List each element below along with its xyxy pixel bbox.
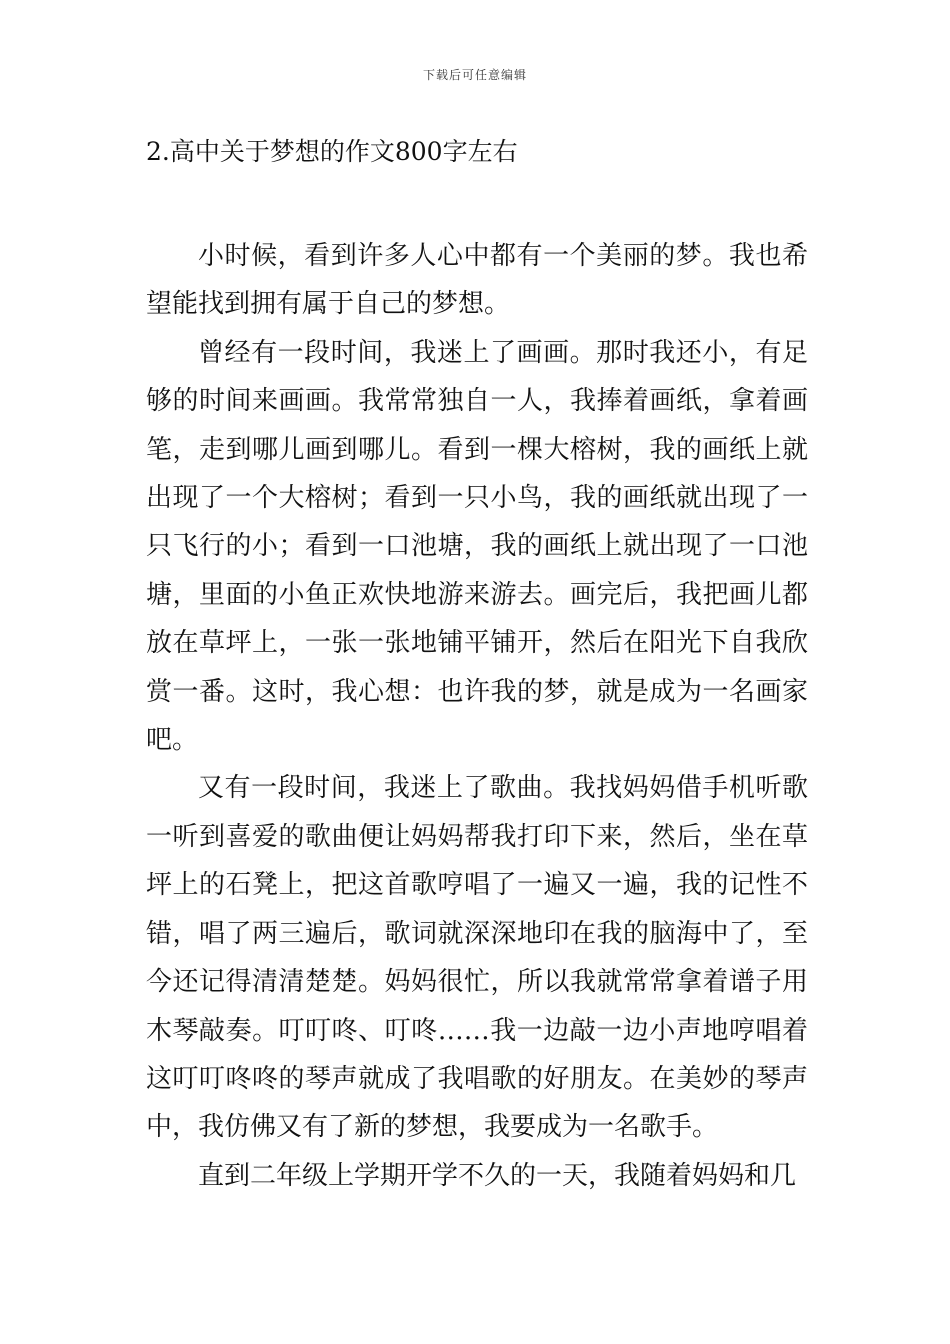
document-body	[146, 232, 808, 1200]
paragraph-1: 小时候，看到许多人心中都有一个美丽的梦。我也希望能找到拥有属于自己的梦想。	[146, 241, 808, 320]
paragraph-4: 直到二年级上学期开学不久的一天，我随着妈妈和几	[198, 1160, 797, 1191]
paragraph-2: 曾经有一段时间，我迷上了画画。那时我还小，有足够的时间来画画。我常常独自一人，我捧着画纸，拿着画笔，走到哪儿画到哪儿。看到一棵大榕树，我的画纸上就出现了一个大榕树；看到一只小鸟，我的画纸就出现了一只飞行的小；看到一口池塘，我的画纸上就出现了一口池塘，里面的小鱼正欢快地游来游去。画完后，我把画儿都放在草坪上，一张一张地铺平铺开，然后在阳光下自我欣赏一番。这时，我心想：也许我的梦，就是成为一名画家吧。	[146, 337, 808, 756]
document-title: 2.高中关于梦想的作文800字左右	[146, 137, 518, 166]
page-header-note: 下载后可任意编辑	[422, 68, 527, 82]
paragraph-3: 又有一段时间，我迷上了歌曲。我找妈妈借手机听歌一听到喜爱的歌曲便让妈妈帮我打印下来，然后，坐在草坪上的石凳上，把这首歌哼唱了一遍又一遍，我的记性不错，唱了两三遍后，歌词就深深地印在我的脑海中了，至今还记得清清楚楚。妈妈很忙，所以我就常常拿着谱子用木琴敲奏。叮叮咚、叮咚……我一边敲一边小声地哼唱着这叮叮咚咚的琴声就成了我唱歌的好朋友。在美妙的琴声中，我仿佛又有了新的梦想，我要成为一名歌手。	[146, 773, 808, 1143]
